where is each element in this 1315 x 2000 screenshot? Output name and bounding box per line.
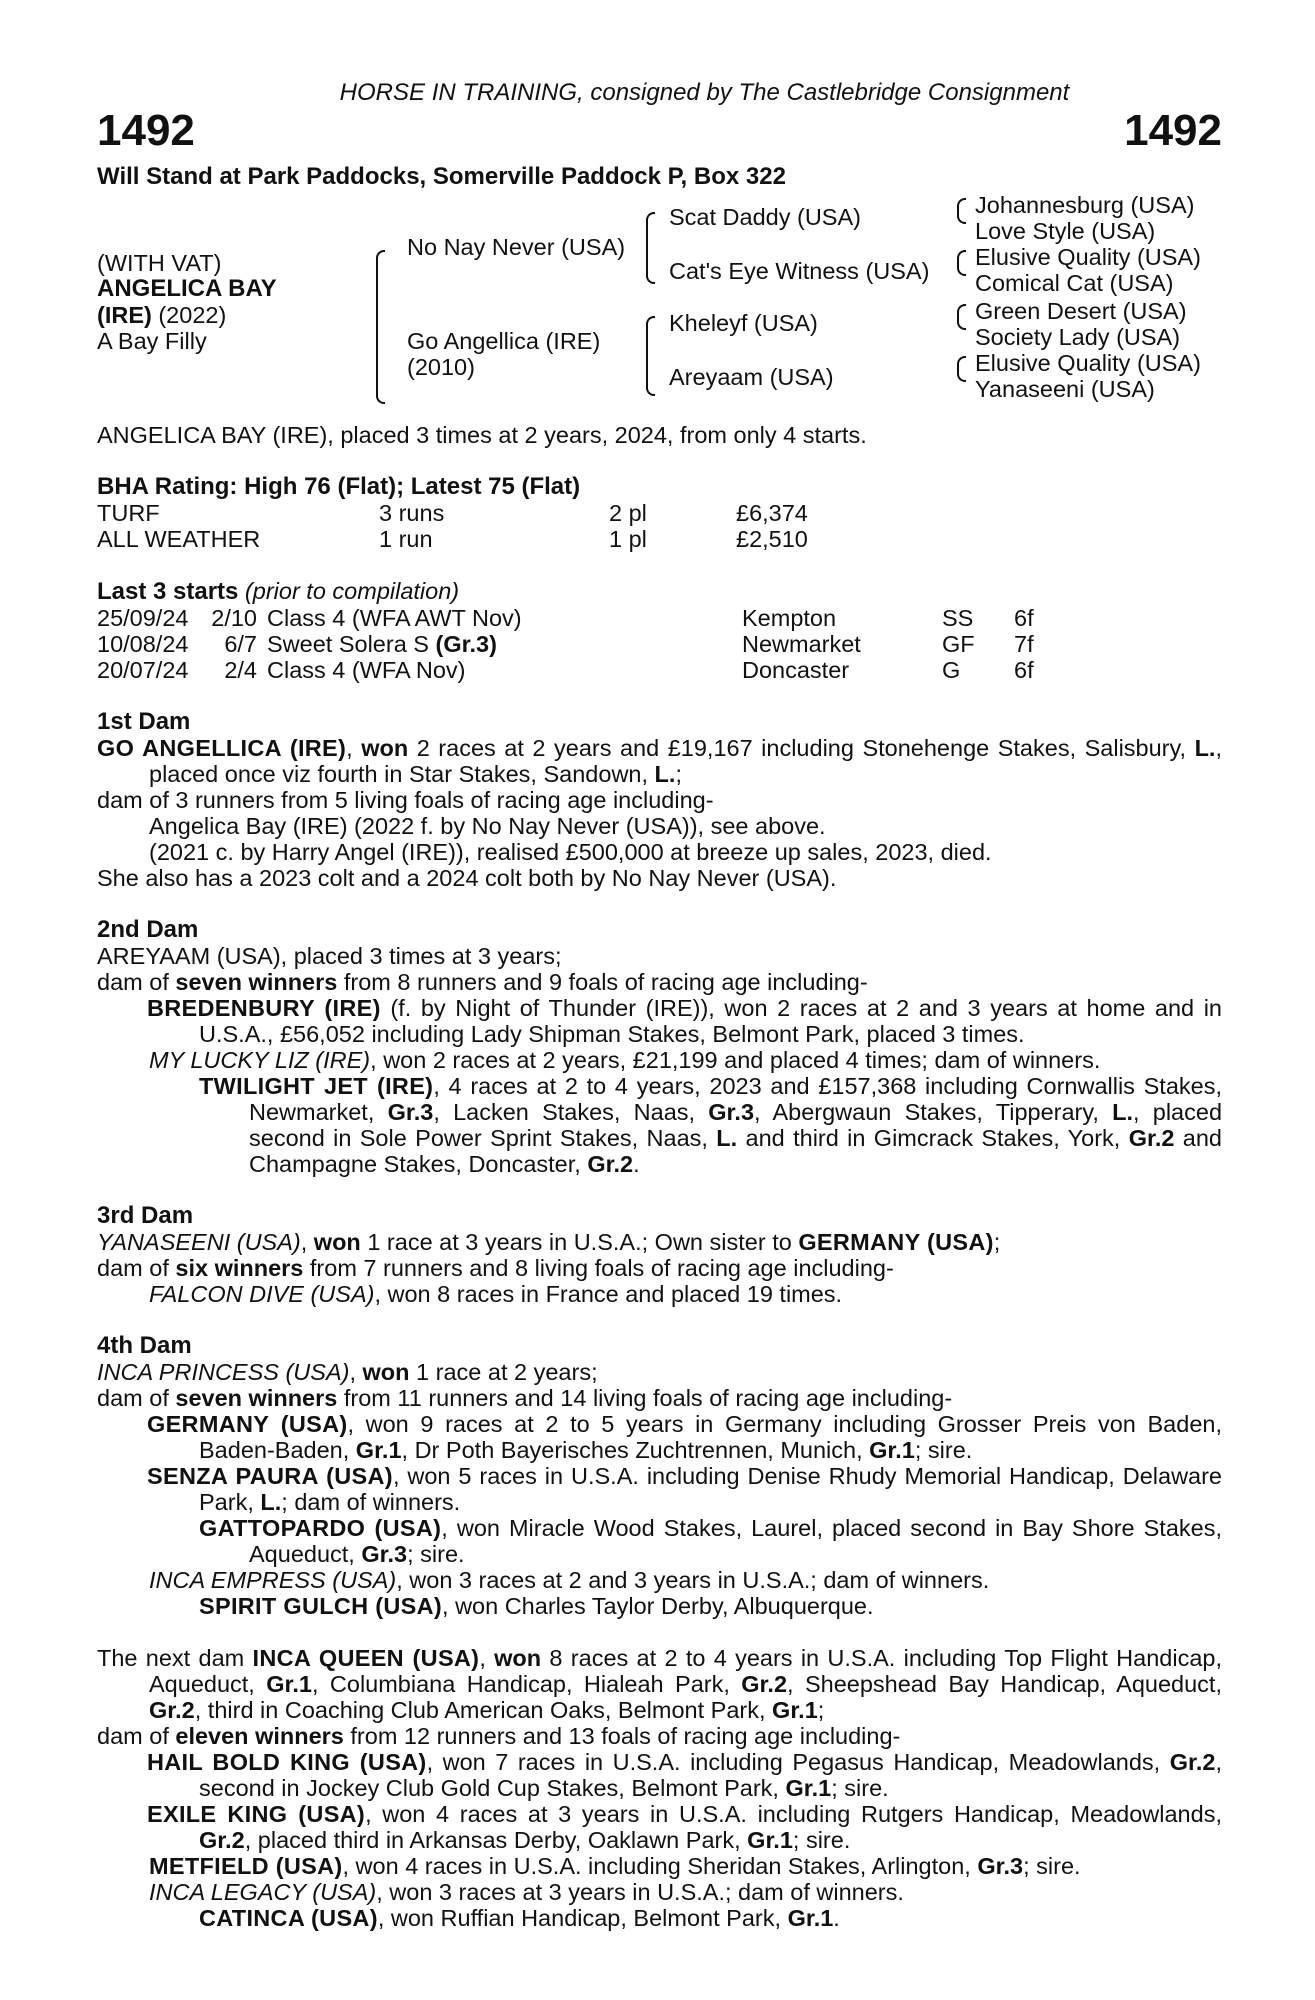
brace-1	[376, 250, 385, 404]
ped-dds: Elusive Quality (USA)	[975, 350, 1201, 376]
list-item: GERMANY (USA), won 9 races at 2 to 5 years in Germany including Grosser Preis von Baden, Baden-Baden, Gr.1, Dr Poth Bayerisches Zuchtrennen, Munich, Gr.1; sire.	[147, 1411, 1222, 1463]
table-row: 20/07/24 2/4 Class 4 (WFA Nov) Doncaster G 6f	[97, 657, 1034, 683]
dam-record: GO ANGELLICA (IRE), won 2 races at 2 years and £19,167 including Stonehenge Stakes, Salisbury, L., placed once viz fourth in Star Stakes, Sandown, L.;	[97, 735, 1222, 787]
table-row: ALL WEATHER 1 run 1 pl £2,510	[97, 526, 808, 552]
dam-record: The next dam INCA QUEEN (USA), won 8 races at 2 to 4 years in U.S.A. including Top Flight Handicap, Aqueduct, Gr.1, Columbiana Handicap, Hialeah Park, Gr.2, Sheepshead Bay Handicap, Aqueduct, Gr.2, third in Coaching Club American Oaks, Belmont Park, Gr.1;	[97, 1645, 1223, 1723]
list-item: HAIL BOLD KING (USA), won 7 races in U.S.A. including Pegasus Handicap, Meadowlands, Gr.2, second in Jockey Club Gold Cup Stakes, Belmont Park, Gr.1; sire.	[147, 1749, 1222, 1801]
dam-of-line: dam of seven winners from 11 runners and 14 living foals of racing age including-	[97, 1385, 953, 1411]
lot-number-left: 1492	[97, 106, 195, 155]
rating-table	[97, 500, 808, 552]
consignment-line: HORSE IN TRAINING, consigned by The Castlebridge Consignment	[339, 79, 1070, 106]
list-item: MY LUCKY LIZ (IRE), won 2 races at 2 years, £21,199 and placed 4 times; dam of winners.	[149, 1047, 1101, 1073]
sire-name: No Nay Never (USA)	[407, 234, 626, 260]
dam-sire: Kheleyf (USA)	[669, 310, 818, 336]
ped-ssd: Love Style (USA)	[975, 218, 1156, 244]
list-item: INCA EMPRESS (USA), won 3 races at 2 and 3 years in U.S.A.; dam of winners.	[149, 1567, 990, 1593]
ped-sdd: Comical Cat (USA)	[975, 270, 1174, 296]
lot-number-right: 1492	[1124, 106, 1222, 155]
horse-name: ANGELICA BAY	[97, 275, 277, 302]
horse-country-year: (IRE) (2022)	[97, 302, 227, 328]
ped-ddd: Yanaseeni (USA)	[975, 376, 1155, 402]
first-dam-section	[97, 709, 1222, 891]
list-item: SENZA PAURA (USA), won 5 races in U.S.A. including Denise Rhudy Memorial Handicap, Delaware Park, L.; dam of winners.	[147, 1463, 1223, 1515]
brace-3d	[957, 356, 966, 382]
brace-3a	[957, 198, 966, 224]
list-item: METFIELD (USA), won 4 races in U.S.A. including Sheridan Stakes, Arlington, Gr.3; sire.	[149, 1853, 1081, 1879]
dam-record: AREYAAM (USA), placed 3 times at 3 years;	[97, 943, 562, 969]
ped-dss: Green Desert (USA)	[975, 298, 1187, 324]
list-item: SPIRIT GULCH (USA), won Charles Taylor Derby, Albuquerque.	[199, 1593, 874, 1619]
list-item: Angelica Bay (IRE) (2022 f. by No Nay Never (USA)), see above.	[149, 813, 826, 839]
brace-3c	[957, 304, 966, 330]
table-row: 25/09/24 2/10 Class 4 (WFA AWT Nov) Kempton SS 6f	[97, 605, 1034, 631]
rating-section	[97, 474, 1222, 552]
ped-sds: Elusive Quality (USA)	[975, 244, 1201, 270]
list-item: FALCON DIVE (USA), won 8 races in France and placed 19 times.	[149, 1281, 843, 1307]
sire-sire: Scat Daddy (USA)	[669, 204, 861, 230]
next-dam-section	[97, 1645, 1222, 1931]
list-item: TWILIGHT JET (IRE), 4 races at 2 to 4 years, 2023 and £157,368 including Cornwallis Stakes, Newmarket, Gr.3, Lacken Stakes, Naas, Gr.3, Abergwaun Stakes, Tipperary, L., placed second in Sole Power Sprint Stakes, Naas, L. and third in Gimcrack Stakes, York, Gr.2 and Champagne Stakes, Doncaster, Gr.2.	[199, 1073, 1223, 1177]
dam-dam: Areyaam (USA)	[669, 364, 834, 390]
dam-year: (2010)	[407, 354, 475, 380]
lot-number-row	[97, 108, 1222, 154]
list-item: EXILE KING (USA), won 4 races at 3 years in U.S.A. including Rutgers Handicap, Meadowlands, Gr.2, placed third in Arkansas Derby, Oaklawn Park, Gr.1; sire.	[147, 1801, 1222, 1853]
also-line: She also has a 2023 colt and a 2024 colt both by No Nay Never (USA).	[97, 865, 837, 891]
list-item: (2021 c. by Harry Angel (IRE)), realised £500,000 at breeze up sales, 2023, died.	[149, 839, 992, 865]
dam-of-line: dam of six winners from 7 runners and 8 living foals of racing age including-	[97, 1255, 894, 1281]
section-title: 1st Dam	[97, 708, 191, 735]
list-item: BREDENBURY (IRE) (f. by Night of Thunder (IRE)), won 2 races at 2 and 3 years at home and in U.S.A., £56,052 including Lady Shipman Stakes, Belmont Park, placed 3 times.	[147, 995, 1222, 1047]
brace-3b	[957, 250, 966, 276]
vat-note: (WITH VAT)	[97, 250, 222, 276]
section-title: 3rd Dam	[97, 1202, 194, 1229]
third-dam-section	[97, 1203, 1222, 1307]
dam-of-line: dam of 3 runners from 5 living foals of racing age including-	[97, 787, 714, 813]
dam-record: INCA PRINCESS (USA), won 1 race at 2 years;	[97, 1359, 598, 1385]
dam-of-line: dam of eleven winners from 12 runners and 13 foals of racing age including-	[97, 1723, 901, 1749]
list-item: GATTOPARDO (USA), won Miracle Wood Stakes, Laurel, placed second in Bay Shore Stakes, Aqueduct, Gr.3; sire.	[199, 1515, 1222, 1567]
rating-title: BHA Rating: High 76 (Flat); Latest 75 (Flat)	[97, 473, 581, 500]
brace-2a	[646, 212, 655, 284]
horse-description: A Bay Filly	[97, 328, 207, 354]
brace-2b	[646, 316, 655, 396]
section-title: 4th Dam	[97, 1332, 192, 1359]
ped-sss: Johannesburg (USA)	[975, 192, 1195, 218]
sire-dam: Cat's Eye Witness (USA)	[669, 258, 930, 284]
list-item: INCA LEGACY (USA), won 3 races at 3 years in U.S.A.; dam of winners.	[149, 1879, 904, 1905]
dam-of-line: dam of seven winners from 8 runners and 9 foals of racing age including-	[97, 969, 868, 995]
table-row: TURF 3 runs 2 pl £6,374	[97, 500, 808, 526]
summary-line: ANGELICA BAY (IRE), placed 3 times at 2 years, 2024, from only 4 starts.	[97, 422, 867, 448]
catalogue-page	[97, 80, 1222, 1931]
stand-location: Will Stand at Park Paddocks, Somerville Paddock P, Box 322	[97, 163, 786, 190]
last-starts-title: Last 3 starts (prior to compilation)	[97, 578, 460, 605]
second-dam-section	[97, 917, 1222, 1177]
ped-dsd: Society Lady (USA)	[975, 324, 1181, 350]
pedigree-table	[97, 192, 1222, 422]
section-title: 2nd Dam	[97, 916, 199, 943]
list-item: CATINCA (USA), won Ruffian Handicap, Belmont Park, Gr.1.	[199, 1905, 840, 1931]
last-starts-section	[97, 578, 1222, 683]
dam-name: Go Angellica (IRE)	[407, 328, 601, 354]
starts-table	[97, 605, 1034, 683]
fourth-dam-section	[97, 1333, 1222, 1619]
table-row: 10/08/24 6/7 Sweet Solera S (Gr.3) Newmarket GF 7f	[97, 631, 1034, 657]
dam-record: YANASEENI (USA), won 1 race at 3 years in U.S.A.; Own sister to GERMANY (USA);	[97, 1229, 1001, 1255]
